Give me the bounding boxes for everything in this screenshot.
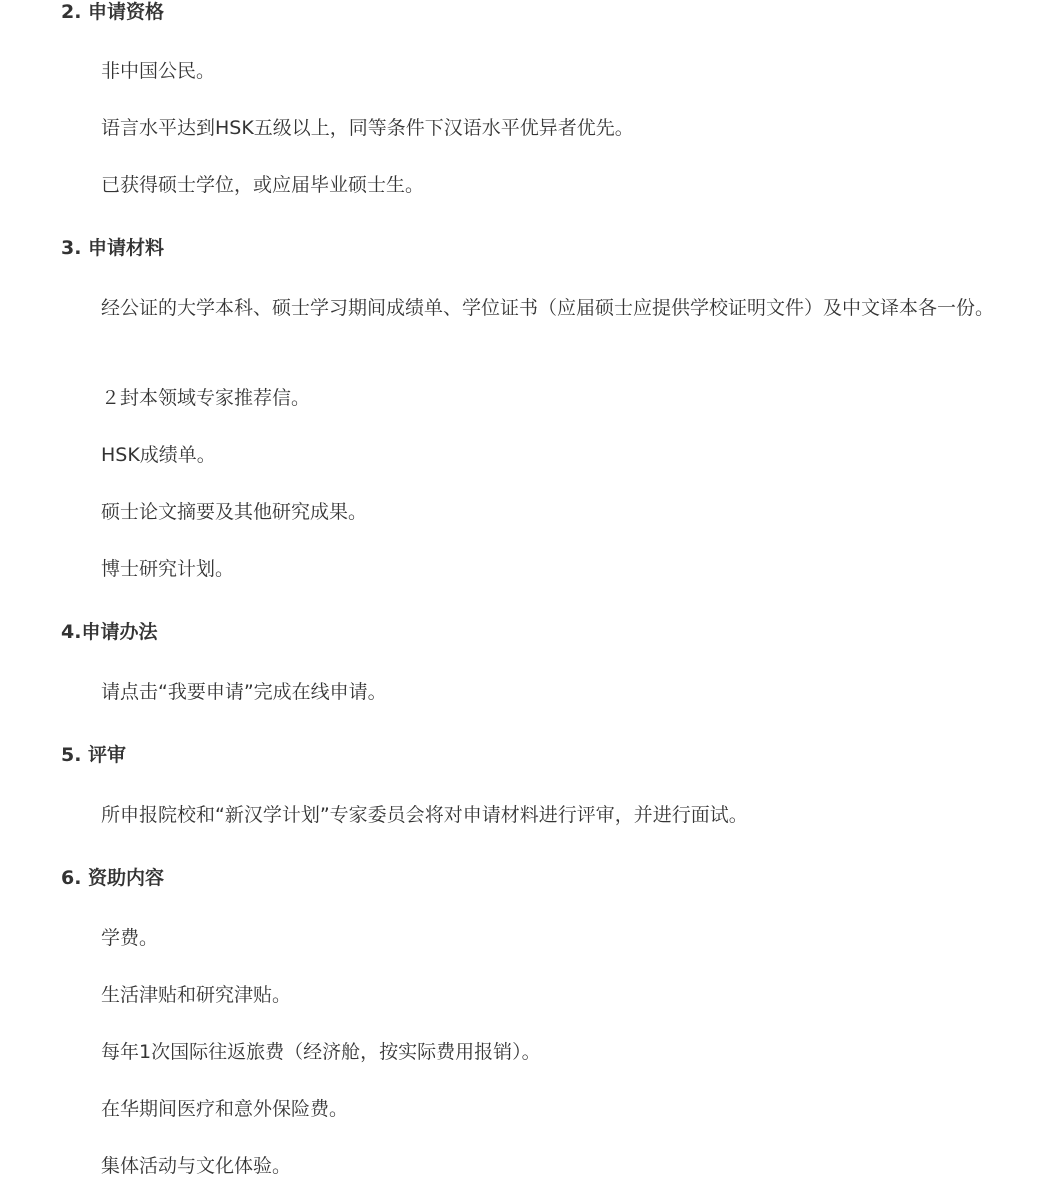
paragraph: 请点击“我要申请”完成在线申请。: [101, 681, 387, 703]
paragraph: 每年1次国际往返旅费（经济舱，按实际费用报销）。: [101, 1041, 541, 1063]
paragraph: 经公证的大学本科、硕士学习期间成绩单、学位证书（应届硕士应提供学校证明文件）及中文译本各一份。: [101, 297, 995, 319]
paragraph: HSK成绩单。: [101, 444, 216, 466]
paragraph: 博士研究计划。: [101, 558, 235, 580]
section-heading-materials: 3. 申请材料: [61, 237, 165, 259]
section-heading-application-method: 4.申请办法: [61, 621, 158, 643]
paragraph: 非中国公民。: [101, 60, 216, 82]
paragraph: ２封本领域专家推荐信。: [101, 387, 311, 409]
paragraph: 所申报院校和“新汉学计划”专家委员会将对申请材料进行评审，并进行面试。: [101, 804, 748, 826]
paragraph: 生活津贴和研究津贴。: [101, 984, 292, 1006]
section-heading-eligibility: 2. 申请资格: [61, 1, 165, 23]
paragraph: 已获得硕士学位，或应届毕业硕士生。: [101, 174, 425, 196]
paragraph: 学费。: [101, 927, 159, 949]
paragraph: 集体活动与文化体验。: [101, 1155, 292, 1177]
section-heading-review: 5. 评审: [61, 744, 127, 766]
paragraph: 硕士论文摘要及其他研究成果。: [101, 501, 368, 523]
paragraph: 语言水平达到HSK五级以上，同等条件下汉语水平优异者优先。: [101, 117, 634, 139]
section-heading-funding: 6. 资助内容: [61, 867, 165, 889]
paragraph: 在华期间医疗和意外保险费。: [101, 1098, 349, 1120]
